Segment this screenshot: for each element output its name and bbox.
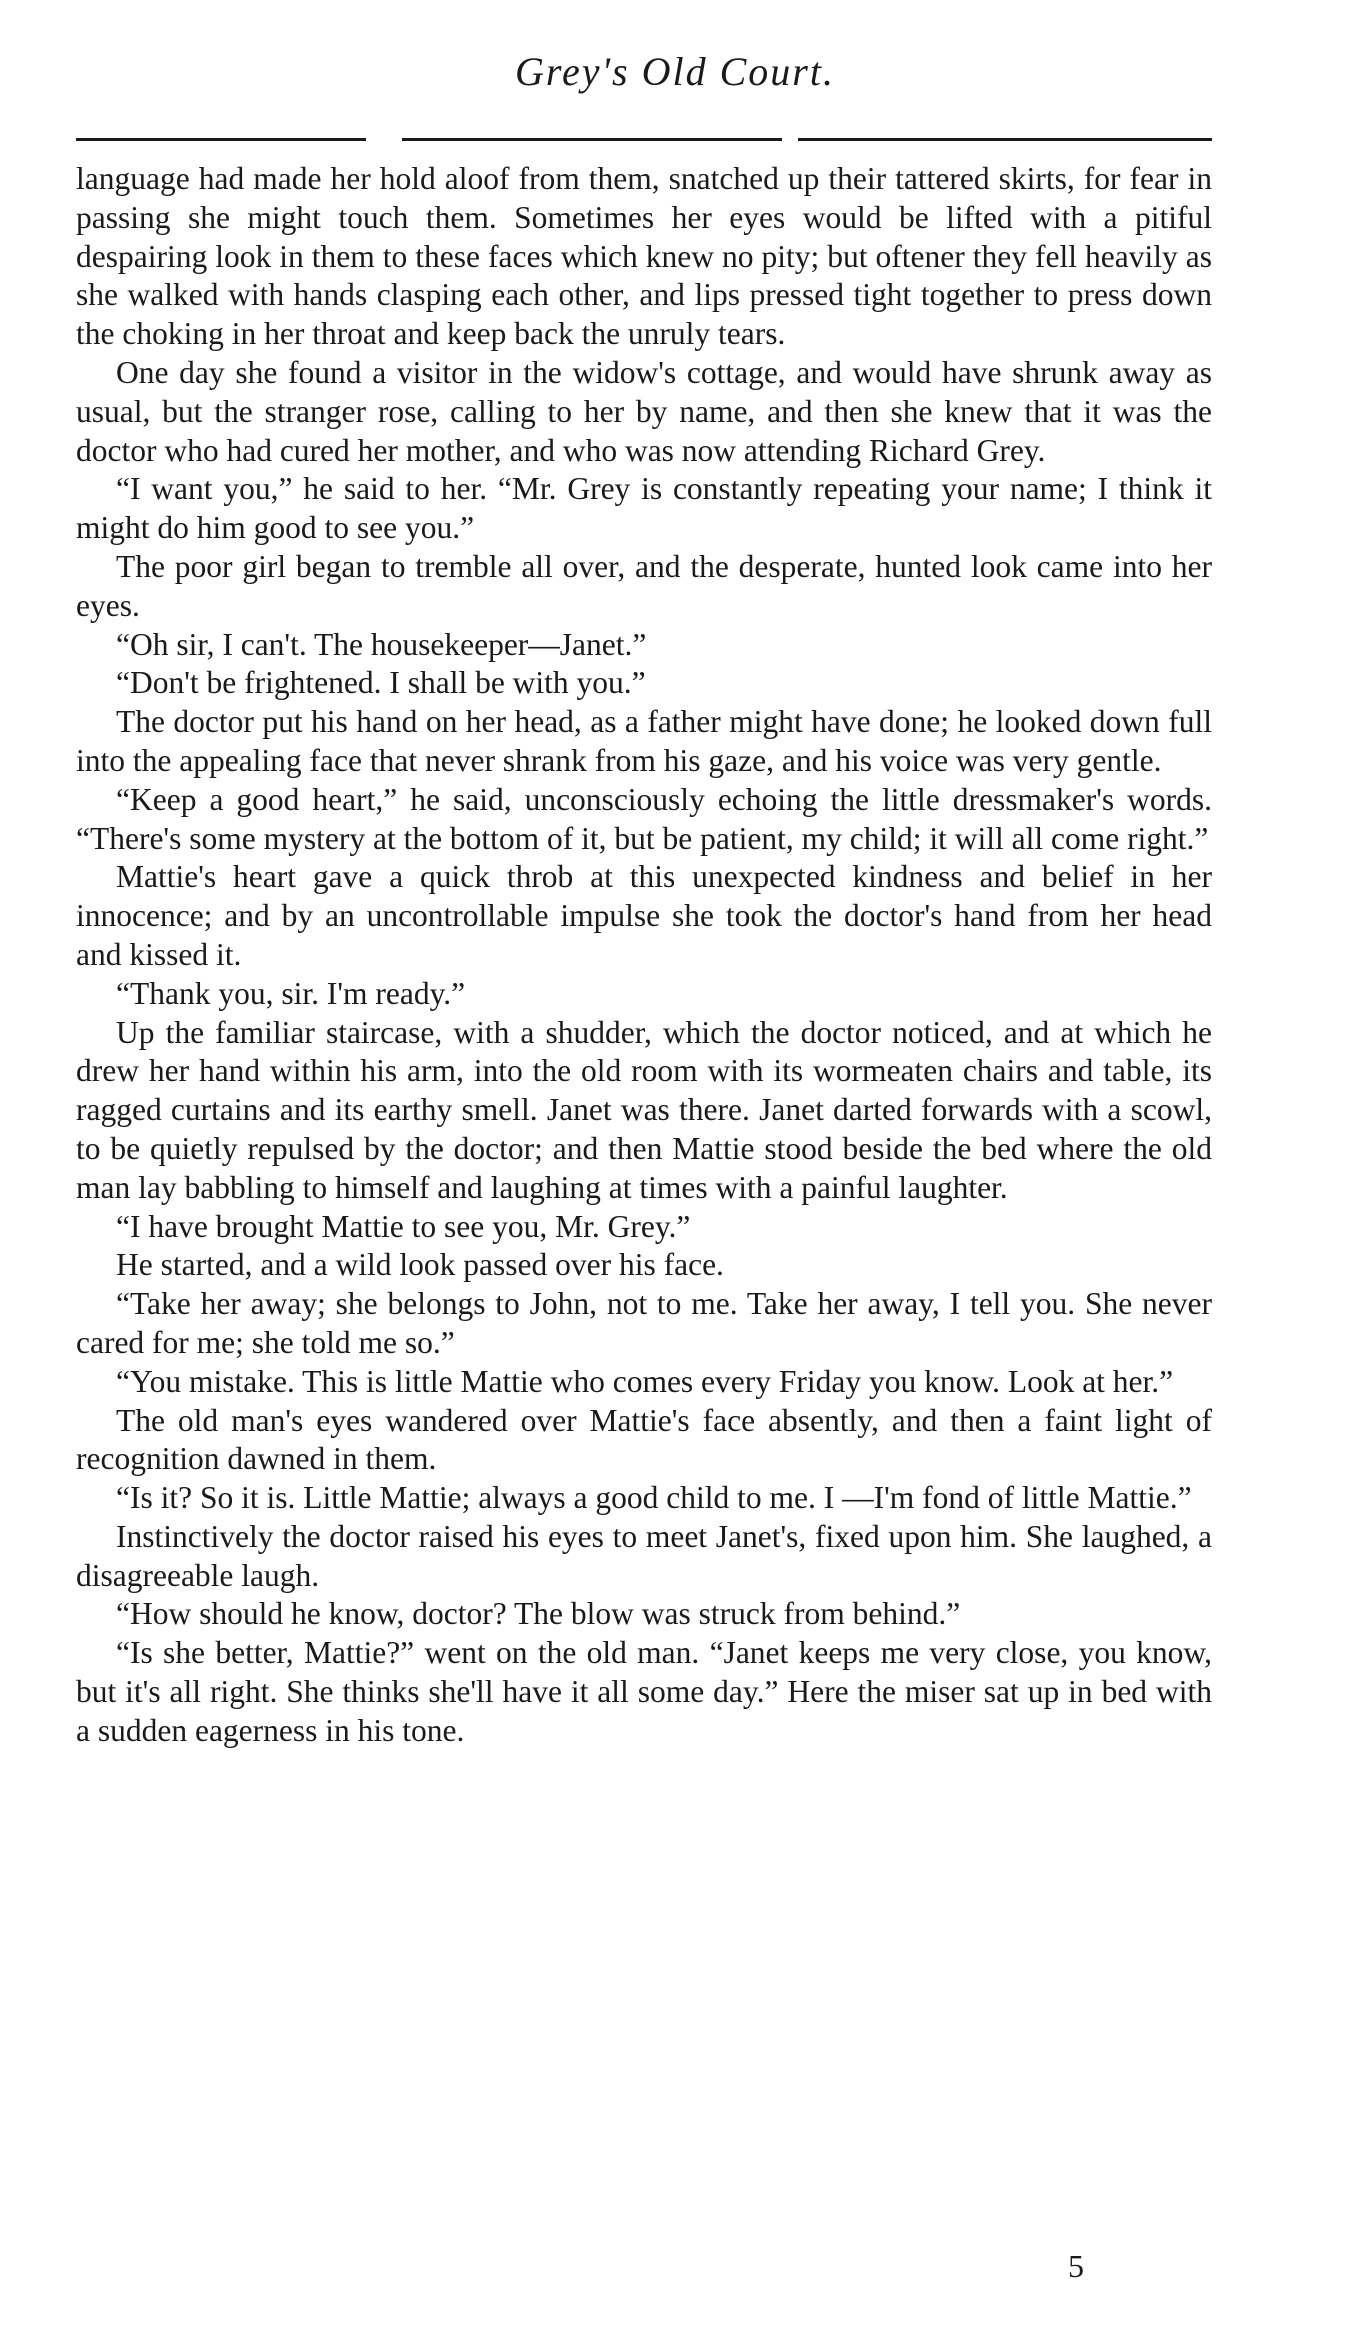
paragraph: “Take her away; she belongs to John, not to me. Take her away, I tell you. She never cared for me; she told me so.” (76, 1286, 1212, 1360)
paragraph: “You mistake. This is little Mattie who comes every Friday you know. Look at her.” (116, 1363, 1174, 1399)
paragraph: “I have brought Mattie to see you, Mr. Grey.” (116, 1208, 691, 1244)
paragraph: “Keep a good heart,” he said, unconsciously echoing the little dressmaker's words. “There's some mystery at the bottom of it, but be patient, my child; it will all come right.” (76, 781, 1212, 856)
paragraph: “How should he know, doctor? The blow was struck from behind.” (116, 1596, 961, 1632)
paragraph: Mattie's heart gave a quick throb at this unexpected kindness and belief in her innocence; and by an uncontrollable impulse she took the doctor's hand from her head and kissed it. (76, 859, 1212, 972)
paragraph: The doctor put his hand on her head, as a father might have done; he looked down full into the appealing face that never shrank from his gaze, and his voice was very gentle. (76, 704, 1212, 778)
page-number: 5 (1068, 2248, 1084, 2284)
body-text (76, 160, 1212, 1751)
paragraph: Up the familiar staircase, with a shudder, which the doctor noticed, and at which he drew her hand within his arm, into the old room with its wormeaten chairs and table, its ragged curtains and its earthy smell. Janet was there. Janet darted forwards with a scowl, to be quietly repulsed by the doctor; and then Mattie stood beside the bed where the old man lay babbling to himself and laughing at times with a painful laughter. (76, 1014, 1212, 1205)
paragraph: One day she found a visitor in the widow's cottage, and would have shrunk away as usual, but the stranger rose, calling to her by name, and then she knew that it was the doctor who had cured her mother, and who was now attending Richard Grey. (76, 354, 1212, 468)
header-rule-right (798, 138, 1212, 141)
paragraph: “I want you,” he said to her. “Mr. Grey is constantly repeating your name; I think it might do him good to see you.” (76, 471, 1212, 546)
paragraph: “Oh sir, I can't. The housekeeper—Janet.” (116, 626, 647, 662)
paragraph: The poor girl began to tremble all over, and the desperate, hunted look came into her eyes. (76, 548, 1212, 623)
paragraph: language had made her hold aloof from them, snatched up their tattered skirts, for fear in passing she might touch them. Sometimes her eyes would be lifted with a pitiful despairing look in them to these faces which knew no pity; but oftener they fell heavily as she walked with hands clasping each other, and lips pressed tight together to press down the choking in her throat and keep back the unruly tears. (76, 161, 1212, 352)
header-rule-left (76, 138, 366, 141)
paragraph: “Is she better, Mattie?” went on the old man. “Janet keeps me very close, you know, but it's all right. She thinks she'll have it all some day.” Here the miser sat up in bed with a sudden eagerness in his tone. (76, 1635, 1212, 1748)
paragraph: The old man's eyes wandered over Mattie's face absently, and then a faint light of recognition dawned in them. (76, 1402, 1212, 1477)
running-head: Grey's Old Court. (515, 49, 835, 94)
paragraph: “Is it? So it is. Little Mattie; always a good child to me. I —I'm fond of little Mattie.” (116, 1480, 1192, 1516)
paragraph: “Thank you, sir. I'm ready.” (116, 975, 466, 1011)
paragraph: Instinctively the doctor raised his eyes to meet Janet's, fixed upon him. She laughed, a disagreeable laugh. (76, 1518, 1212, 1593)
header-rule-middle (402, 138, 782, 141)
paragraph: He started, and a wild look passed over his face. (116, 1247, 724, 1283)
paragraph: “Don't be frightened. I shall be with you.” (116, 665, 646, 701)
